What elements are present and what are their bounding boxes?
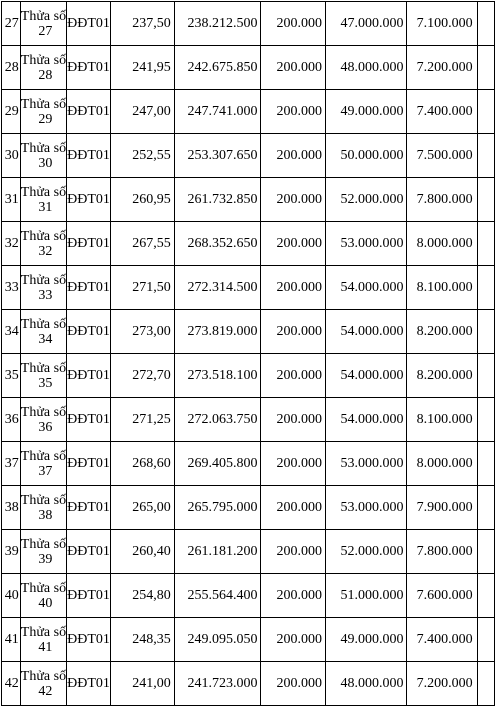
plot-name-number: 38 bbox=[38, 507, 53, 523]
table-row bbox=[2, 222, 495, 266]
plot-area: 268,60 bbox=[110, 442, 174, 486]
plot-name-number: 42 bbox=[38, 683, 53, 699]
fee-amount: 8.000.000 bbox=[407, 222, 477, 266]
plot-name-label: Thửa số bbox=[20, 360, 67, 376]
plot-name-number: 34 bbox=[38, 331, 53, 347]
row-number: 36 bbox=[2, 398, 21, 442]
fee-amount: 7.200.000 bbox=[407, 46, 477, 90]
table-body bbox=[2, 2, 495, 706]
plot-area: 272,70 bbox=[110, 354, 174, 398]
deposit-amount: 52.000.000 bbox=[325, 530, 407, 574]
bid-step: 200.000 bbox=[260, 398, 325, 442]
plot-name bbox=[20, 46, 66, 90]
deposit-amount: 47.000.000 bbox=[325, 2, 407, 46]
table-row bbox=[2, 486, 495, 530]
row-number: 42 bbox=[2, 662, 21, 706]
starting-price: 249.095.050 bbox=[174, 618, 260, 662]
starting-price: 238.212.500 bbox=[174, 2, 260, 46]
note-cell bbox=[477, 310, 494, 354]
table-row bbox=[2, 530, 495, 574]
plot-name-number: 28 bbox=[38, 67, 53, 83]
fee-amount: 7.600.000 bbox=[407, 574, 477, 618]
plot-name bbox=[20, 134, 66, 178]
land-type-code: ĐĐT01 bbox=[67, 2, 111, 46]
bid-step: 200.000 bbox=[260, 354, 325, 398]
plot-name bbox=[20, 354, 66, 398]
row-number: 35 bbox=[2, 354, 21, 398]
table-row bbox=[2, 134, 495, 178]
row-number: 32 bbox=[2, 222, 21, 266]
deposit-amount: 48.000.000 bbox=[325, 662, 407, 706]
plot-name-number: 37 bbox=[38, 463, 53, 479]
table-row bbox=[2, 178, 495, 222]
land-type-code: ĐĐT01 bbox=[67, 178, 111, 222]
plot-name-label: Thửa số bbox=[20, 8, 67, 24]
bid-step: 200.000 bbox=[260, 442, 325, 486]
bid-step: 200.000 bbox=[260, 618, 325, 662]
row-number: 39 bbox=[2, 530, 21, 574]
row-number: 41 bbox=[2, 618, 21, 662]
row-number: 30 bbox=[2, 134, 21, 178]
bid-step: 200.000 bbox=[260, 486, 325, 530]
plot-name-label: Thửa số bbox=[20, 536, 67, 552]
bid-step: 200.000 bbox=[260, 662, 325, 706]
land-type-code: ĐĐT01 bbox=[67, 134, 111, 178]
deposit-amount: 50.000.000 bbox=[325, 134, 407, 178]
note-cell bbox=[477, 178, 494, 222]
deposit-amount: 49.000.000 bbox=[325, 90, 407, 134]
table-row bbox=[2, 574, 495, 618]
note-cell bbox=[477, 2, 494, 46]
fee-amount: 8.200.000 bbox=[407, 310, 477, 354]
land-type-code: ĐĐT01 bbox=[67, 574, 111, 618]
bid-step: 200.000 bbox=[260, 574, 325, 618]
plot-area: 248,35 bbox=[110, 618, 174, 662]
plot-name-label: Thửa số bbox=[20, 580, 67, 596]
starting-price: 255.564.400 bbox=[174, 574, 260, 618]
plot-name-label: Thửa số bbox=[20, 96, 67, 112]
plot-name-number: 31 bbox=[38, 199, 53, 215]
row-number: 34 bbox=[2, 310, 21, 354]
plot-name-number: 33 bbox=[38, 287, 53, 303]
plot-name-number: 35 bbox=[38, 375, 53, 391]
bid-step: 200.000 bbox=[260, 178, 325, 222]
deposit-amount: 54.000.000 bbox=[325, 354, 407, 398]
plot-name bbox=[20, 442, 66, 486]
land-type-code: ĐĐT01 bbox=[67, 618, 111, 662]
plot-area: 273,00 bbox=[110, 310, 174, 354]
note-cell bbox=[477, 222, 494, 266]
plot-name-label: Thửa số bbox=[20, 272, 67, 288]
starting-price: 273.819.000 bbox=[174, 310, 260, 354]
plot-name-label: Thửa số bbox=[20, 492, 67, 508]
starting-price: 241.723.000 bbox=[174, 662, 260, 706]
note-cell bbox=[477, 442, 494, 486]
deposit-amount: 53.000.000 bbox=[325, 222, 407, 266]
plot-name-label: Thửa số bbox=[20, 448, 67, 464]
row-number: 27 bbox=[2, 2, 21, 46]
bid-step: 200.000 bbox=[260, 2, 325, 46]
note-cell bbox=[477, 134, 494, 178]
plot-name bbox=[20, 178, 66, 222]
fee-amount: 8.100.000 bbox=[407, 266, 477, 310]
plot-name bbox=[20, 90, 66, 134]
table-row bbox=[2, 310, 495, 354]
starting-price: 261.732.850 bbox=[174, 178, 260, 222]
plot-name bbox=[20, 222, 66, 266]
plot-area: 267,55 bbox=[110, 222, 174, 266]
fee-amount: 7.400.000 bbox=[407, 90, 477, 134]
plot-area: 271,25 bbox=[110, 398, 174, 442]
plot-name-number: 30 bbox=[38, 155, 53, 171]
plot-name-number: 29 bbox=[38, 111, 53, 127]
plot-name bbox=[20, 310, 66, 354]
bid-step: 200.000 bbox=[260, 310, 325, 354]
starting-price: 247.741.000 bbox=[174, 90, 260, 134]
deposit-amount: 51.000.000 bbox=[325, 574, 407, 618]
plot-name-label: Thửa số bbox=[20, 624, 67, 640]
starting-price: 273.518.100 bbox=[174, 354, 260, 398]
note-cell bbox=[477, 618, 494, 662]
row-number: 40 bbox=[2, 574, 21, 618]
note-cell bbox=[477, 266, 494, 310]
table-row bbox=[2, 618, 495, 662]
table-row bbox=[2, 90, 495, 134]
plot-name bbox=[20, 398, 66, 442]
deposit-amount: 54.000.000 bbox=[325, 398, 407, 442]
plot-name-label: Thửa số bbox=[20, 668, 67, 684]
plot-name-label: Thửa số bbox=[20, 404, 67, 420]
plot-area: 241,00 bbox=[110, 662, 174, 706]
land-type-code: ĐĐT01 bbox=[67, 398, 111, 442]
fee-amount: 7.900.000 bbox=[407, 486, 477, 530]
table-row bbox=[2, 354, 495, 398]
plot-area: 260,40 bbox=[110, 530, 174, 574]
deposit-amount: 54.000.000 bbox=[325, 310, 407, 354]
starting-price: 269.405.800 bbox=[174, 442, 260, 486]
deposit-amount: 53.000.000 bbox=[325, 442, 407, 486]
bid-step: 200.000 bbox=[260, 134, 325, 178]
note-cell bbox=[477, 486, 494, 530]
land-type-code: ĐĐT01 bbox=[67, 266, 111, 310]
land-type-code: ĐĐT01 bbox=[67, 662, 111, 706]
plot-area: 271,50 bbox=[110, 266, 174, 310]
land-type-code: ĐĐT01 bbox=[67, 46, 111, 90]
plot-name bbox=[20, 486, 66, 530]
row-number: 29 bbox=[2, 90, 21, 134]
plot-name-label: Thửa số bbox=[20, 52, 67, 68]
deposit-amount: 48.000.000 bbox=[325, 46, 407, 90]
note-cell bbox=[477, 90, 494, 134]
fee-amount: 7.800.000 bbox=[407, 530, 477, 574]
plot-name-label: Thửa số bbox=[20, 316, 67, 332]
plot-name-number: 41 bbox=[38, 639, 53, 655]
table-row bbox=[2, 266, 495, 310]
table-row bbox=[2, 442, 495, 486]
table-row bbox=[2, 398, 495, 442]
table-row bbox=[2, 2, 495, 46]
plot-name bbox=[20, 2, 66, 46]
land-type-code: ĐĐT01 bbox=[67, 90, 111, 134]
fee-amount: 7.200.000 bbox=[407, 662, 477, 706]
plot-name-label: Thửa số bbox=[20, 140, 67, 156]
plot-name-number: 39 bbox=[38, 551, 53, 567]
starting-price: 268.352.650 bbox=[174, 222, 260, 266]
bid-step: 200.000 bbox=[260, 46, 325, 90]
plot-name-number: 36 bbox=[38, 419, 53, 435]
starting-price: 272.314.500 bbox=[174, 266, 260, 310]
plot-area: 254,80 bbox=[110, 574, 174, 618]
bid-step: 200.000 bbox=[260, 222, 325, 266]
row-number: 38 bbox=[2, 486, 21, 530]
fee-amount: 7.800.000 bbox=[407, 178, 477, 222]
starting-price: 261.181.200 bbox=[174, 530, 260, 574]
plot-name-label: Thửa số bbox=[20, 228, 67, 244]
row-number: 31 bbox=[2, 178, 21, 222]
starting-price: 242.675.850 bbox=[174, 46, 260, 90]
note-cell bbox=[477, 530, 494, 574]
plot-name-number: 27 bbox=[38, 23, 53, 39]
plot-area: 247,00 bbox=[110, 90, 174, 134]
table-row bbox=[2, 662, 495, 706]
starting-price: 253.307.650 bbox=[174, 134, 260, 178]
note-cell bbox=[477, 46, 494, 90]
note-cell bbox=[477, 662, 494, 706]
plot-name bbox=[20, 574, 66, 618]
note-cell bbox=[477, 398, 494, 442]
deposit-amount: 49.000.000 bbox=[325, 618, 407, 662]
plot-area: 241,95 bbox=[110, 46, 174, 90]
fee-amount: 7.400.000 bbox=[407, 618, 477, 662]
starting-price: 272.063.750 bbox=[174, 398, 260, 442]
fee-amount: 7.500.000 bbox=[407, 134, 477, 178]
bid-step: 200.000 bbox=[260, 90, 325, 134]
bid-step: 200.000 bbox=[260, 530, 325, 574]
row-number: 28 bbox=[2, 46, 21, 90]
bid-step: 200.000 bbox=[260, 266, 325, 310]
plot-area: 265,00 bbox=[110, 486, 174, 530]
row-number: 33 bbox=[2, 266, 21, 310]
land-type-code: ĐĐT01 bbox=[67, 222, 111, 266]
land-type-code: ĐĐT01 bbox=[67, 530, 111, 574]
fee-amount: 8.100.000 bbox=[407, 398, 477, 442]
land-plot-table bbox=[1, 1, 495, 706]
plot-name bbox=[20, 662, 66, 706]
row-number: 37 bbox=[2, 442, 21, 486]
plot-name-label: Thửa số bbox=[20, 184, 67, 200]
starting-price: 265.795.000 bbox=[174, 486, 260, 530]
plot-area: 237,50 bbox=[110, 2, 174, 46]
plot-area: 260,95 bbox=[110, 178, 174, 222]
plot-name-number: 40 bbox=[38, 595, 53, 611]
plot-name-number: 32 bbox=[38, 243, 53, 259]
plot-name bbox=[20, 530, 66, 574]
land-type-code: ĐĐT01 bbox=[67, 442, 111, 486]
land-type-code: ĐĐT01 bbox=[67, 354, 111, 398]
land-type-code: ĐĐT01 bbox=[67, 310, 111, 354]
deposit-amount: 54.000.000 bbox=[325, 266, 407, 310]
fee-amount: 7.100.000 bbox=[407, 2, 477, 46]
plot-name bbox=[20, 266, 66, 310]
note-cell bbox=[477, 354, 494, 398]
plot-area: 252,55 bbox=[110, 134, 174, 178]
note-cell bbox=[477, 574, 494, 618]
plot-name bbox=[20, 618, 66, 662]
land-type-code: ĐĐT01 bbox=[67, 486, 111, 530]
table-row bbox=[2, 46, 495, 90]
deposit-amount: 52.000.000 bbox=[325, 178, 407, 222]
fee-amount: 8.000.000 bbox=[407, 442, 477, 486]
fee-amount: 8.200.000 bbox=[407, 354, 477, 398]
deposit-amount: 53.000.000 bbox=[325, 486, 407, 530]
